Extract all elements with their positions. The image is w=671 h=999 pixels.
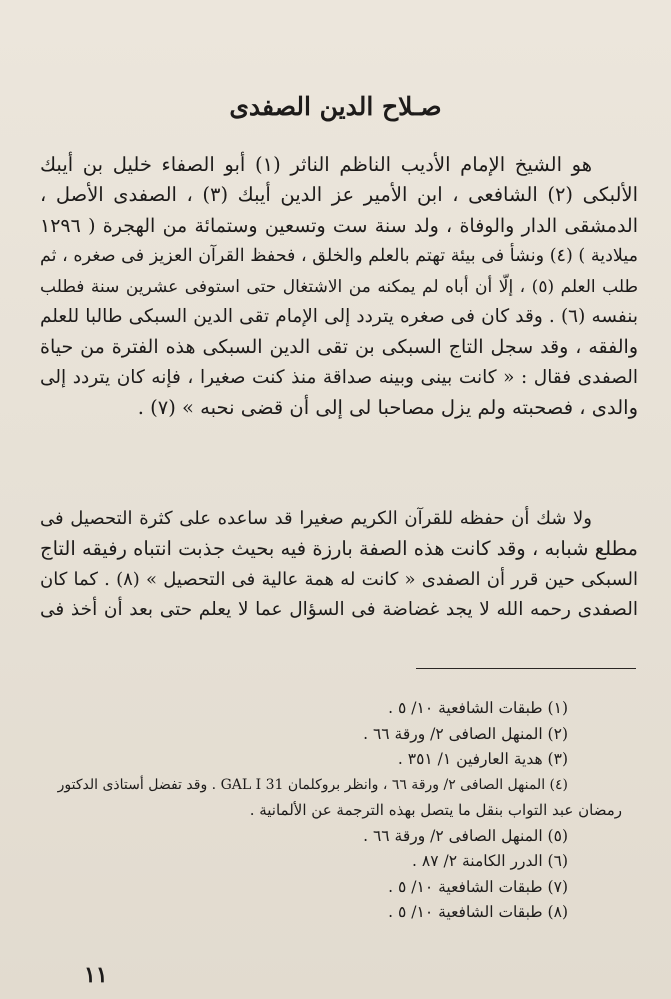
footnote: (١) طبقات الشافعية ١٠/ ٥ . — [388, 699, 568, 717]
text-line: الألبكى (٢) الشافعى ، ابن الأمير عز الدين أيبك (٣) ، الصفدى الأصل ، — [40, 183, 638, 207]
footnote: (٤) المنهل الصافى ٢/ ورقة ٦٦ ، وانظر بروكلمان GAL I 31 . وقد تفضل أستاذى الدكتور — [57, 776, 568, 793]
footnote: (٨) طبقات الشافعية ١٠/ ٥ . — [388, 903, 568, 921]
text-line: مطلع شبابه ، وقد كانت هذه الصفة بارزة فيه بحيث جذبت انتباه رفيقه التاج — [40, 537, 638, 561]
text-line: والدى ، فصحبته ولم يزل مصاحبا لى إلى أن قضى نحبه » (٧) . — [137, 396, 638, 420]
text-line: الصفدى فقال : « كانت بينى وبينه صداقة منذ كنت صغيرا ، فإنه كان يتردد إلى — [40, 366, 638, 388]
paragraph-1 — [40, 150, 638, 424]
footnote-continuation: رمضان عبد التواب بنقل ما يتصل بهذه الترجمة عن الألمانية . — [249, 801, 622, 819]
text-line: بنفسه (٦) . وقد كان فى صغره يتردد إلى الإمام تقى الدين السبكى طالبا للعلم — [40, 306, 638, 328]
footnote: (٦) الدرر الكامنة ٢/ ٨٧ . — [412, 852, 568, 870]
footnote-divider — [416, 668, 636, 669]
text-line: السبكى حين قرر أن الصفدى « كانت له همة عالية فى التحصيل » (٨) . كما كان — [40, 568, 638, 590]
page-number: ١١ — [84, 962, 108, 988]
text-line: هو الشيخ الإمام الأديب الناظم الناثر (١) أبو الصفاء خليل بن أيبك — [40, 153, 593, 176]
footnote: (٧) طبقات الشافعية ١٠/ ٥ . — [388, 877, 568, 896]
text-line: ولا شك أن حفظه للقرآن الكريم صغيرا قد ساعده على كثرة التحصيل فى — [40, 508, 592, 529]
text-line: طلب العلم (٥) ، إلّا أن أباه لم يمكنه من الاشتغال حتى استوفى عشرين سنة فطلب — [40, 276, 638, 297]
text-line: والفقه ، وقد سجل التاج السبكى بن تقى الدين السبكى هذه الفترة من حياة — [40, 336, 638, 359]
page-title: صـلاح الدين الصفدى — [229, 92, 442, 121]
text-line: الصفدى رحمه الله لا يجد غضاضة فى السؤال عما لا يعلم حتى بعد أن أخذ فى — [40, 599, 638, 621]
footnotes — [40, 696, 638, 926]
footnote: (٢) المنهل الصافى ٢/ ورقة ٦٦ . — [363, 724, 568, 743]
footnote: (٣) هدية العارفين ١/ ٣٥١ . — [397, 750, 568, 768]
text-line: الدمشقى الدار والوفاة ، ولد سنة ست وتسعين وستمائة من الهجرة ( ١٢٩٦ — [40, 214, 638, 237]
text-line: ميلادية ) (٤) ونشأ فى بيئة تهتم بالعلم والخلق ، فحفظ القرآن العزيز فى صغره ، ثم — [40, 246, 638, 267]
footnote: (٥) المنهل الصافى ٢/ ورقة ٦٦ . — [363, 826, 568, 845]
paragraph-2 — [40, 504, 638, 626]
